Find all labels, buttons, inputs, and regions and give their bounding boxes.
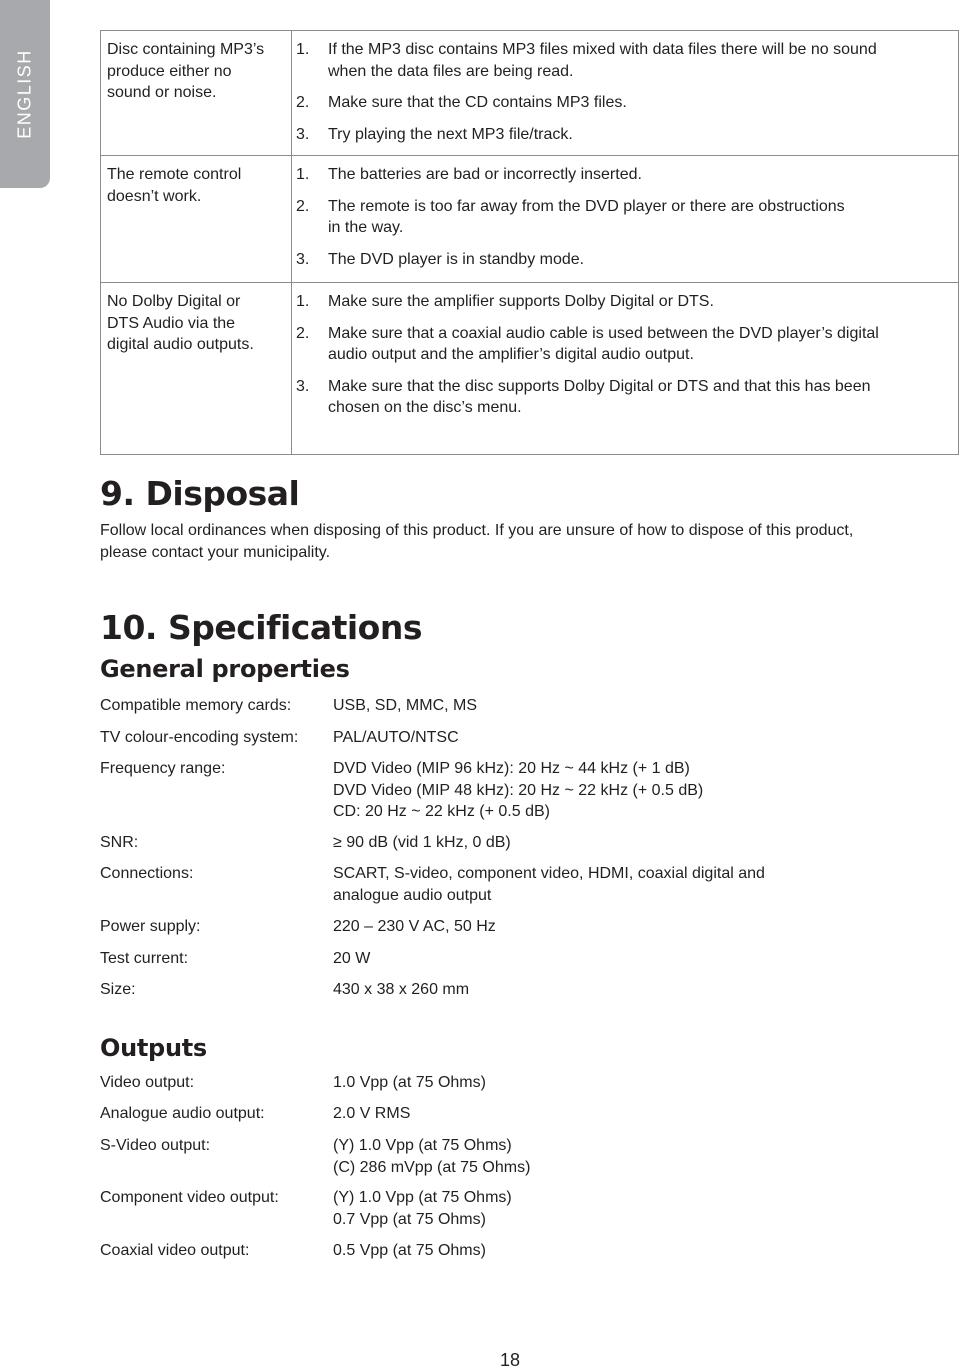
solution-text bbox=[328, 196, 948, 239]
page-number: 18 bbox=[499, 1350, 521, 1370]
solution-number: 1. bbox=[296, 166, 310, 183]
spec-value bbox=[333, 1135, 530, 1178]
spec-value bbox=[333, 948, 370, 970]
spec-label: Component video output: bbox=[100, 1189, 279, 1206]
spec-value-line: 0.7 Vpp (at 75 Ohms) bbox=[333, 1210, 486, 1228]
spec-value-line: analogue audio output bbox=[333, 886, 492, 904]
outputs-heading: Outputs bbox=[100, 1034, 207, 1062]
solution-line: Try playing the next MP3 file/track. bbox=[328, 125, 573, 143]
solution-line: when the data files are being read. bbox=[328, 62, 574, 80]
solution-number: 2. bbox=[296, 324, 310, 342]
table-row bbox=[101, 156, 959, 283]
problem-line: The remote control bbox=[107, 166, 242, 183]
solution-line: Make sure the amplifier supports Dolby Digital or DTS. bbox=[328, 293, 714, 310]
solution-cell bbox=[292, 156, 959, 283]
solution-number: 3. bbox=[296, 250, 310, 268]
spec-value bbox=[333, 916, 496, 938]
spec-value-line: 0.5 Vpp (at 75 Ohms) bbox=[333, 1242, 486, 1259]
solution-line: The remote is too far away from the DVD player or there are obstructions bbox=[328, 197, 845, 215]
solution-cell bbox=[292, 31, 959, 156]
solution-line: If the MP3 disc contains MP3 files mixed with data files there will be no sound bbox=[328, 41, 877, 58]
solution-line: Make sure that a coaxial audio cable is used between the DVD player’s digital bbox=[328, 324, 879, 342]
solution-number: 2. bbox=[296, 94, 310, 111]
solution-line: The DVD player is in standby mode. bbox=[328, 250, 585, 268]
spec-value-line: CD: 20 Hz ~ 22 kHz (+ 0.5 dB) bbox=[333, 803, 550, 820]
problem-line: No Dolby Digital or bbox=[107, 293, 241, 310]
problem-cell bbox=[101, 283, 292, 455]
solution-number: 2. bbox=[296, 197, 310, 215]
language-tab bbox=[0, 0, 50, 188]
problem-cell bbox=[101, 156, 292, 283]
spec-value-line: DVD Video (MIP 96 kHz): 20 Hz ~ 44 kHz (+ 1 dB) bbox=[333, 760, 690, 777]
language-tab-label: ENGLISH bbox=[14, 49, 35, 139]
spec-value-line: 430 x 38 x 260 mm bbox=[333, 981, 470, 998]
spec-value-line: 20 W bbox=[333, 950, 371, 967]
specifications-heading: 10. Specifications bbox=[100, 608, 422, 647]
spec-value-line: 220 – 230 V AC, 50 Hz bbox=[333, 918, 496, 935]
problem-line: DTS Audio via the bbox=[107, 314, 236, 332]
solution-item bbox=[296, 291, 948, 313]
solution-line: in the way. bbox=[328, 219, 404, 236]
spec-value-line: (Y) 1.0 Vpp (at 75 Ohms) bbox=[333, 1137, 512, 1154]
solution-text bbox=[328, 164, 948, 186]
solution-item bbox=[296, 376, 948, 419]
spec-label: TV colour-encoding system: bbox=[100, 729, 299, 746]
solution-text bbox=[328, 323, 948, 366]
spec-label: Analogue audio output: bbox=[100, 1105, 265, 1122]
spec-label: Power supply: bbox=[100, 918, 201, 935]
solution-text bbox=[328, 249, 948, 271]
solution-item bbox=[296, 196, 948, 239]
solution-line: Make sure that the CD contains MP3 files. bbox=[328, 94, 627, 111]
solution-number: 3. bbox=[296, 125, 310, 143]
spec-value bbox=[333, 832, 511, 854]
spec-value-line: 1.0 Vpp (at 75 Ohms) bbox=[333, 1074, 486, 1091]
disposal-heading: 9. Disposal bbox=[100, 474, 300, 513]
spec-label: S-Video output: bbox=[100, 1137, 211, 1154]
solution-text bbox=[328, 92, 948, 114]
solution-text bbox=[328, 291, 948, 313]
solution-item bbox=[296, 249, 948, 271]
troubleshooting-table bbox=[100, 30, 959, 455]
spec-label: Connections: bbox=[100, 865, 194, 882]
solution-line: Make sure that the disc supports Dolby Digital or DTS and that this has been bbox=[328, 377, 871, 395]
problem-line: produce either no bbox=[107, 62, 232, 80]
solution-cell bbox=[292, 283, 959, 455]
spec-value-line: PAL/AUTO/NTSC bbox=[333, 729, 459, 746]
solution-item bbox=[296, 164, 948, 186]
solution-number: 1. bbox=[296, 293, 310, 310]
spec-value bbox=[333, 1187, 512, 1230]
spec-value bbox=[333, 1072, 486, 1094]
solution-item bbox=[296, 39, 948, 82]
spec-value bbox=[333, 727, 459, 749]
problem-cell bbox=[101, 31, 292, 156]
problem-line: digital audio outputs. bbox=[107, 336, 254, 353]
solution-line: The batteries are bad or incorrectly inserted. bbox=[328, 166, 642, 183]
spec-value bbox=[333, 979, 469, 1001]
solution-text bbox=[328, 376, 948, 419]
table-row bbox=[101, 31, 959, 156]
solution-number: 3. bbox=[296, 377, 310, 395]
solution-item bbox=[296, 124, 948, 146]
spec-value-line: 2.0 V RMS bbox=[333, 1105, 411, 1122]
problem-line: doesn’t work. bbox=[107, 187, 202, 205]
solution-text bbox=[328, 124, 948, 146]
disposal-text-line: please contact your municipality. bbox=[100, 543, 331, 561]
spec-value-line: (Y) 1.0 Vpp (at 75 Ohms) bbox=[333, 1189, 512, 1206]
spec-label: SNR: bbox=[100, 834, 139, 851]
spec-value bbox=[333, 758, 703, 823]
disposal-text-line: Follow local ordinances when disposing of this product. If you are unsure of how to dispose of this product, bbox=[100, 522, 854, 539]
problem-line: sound or noise. bbox=[107, 84, 217, 101]
spec-label: Compatible memory cards: bbox=[100, 697, 292, 714]
solution-line: audio output and the amplifier’s digital audio output. bbox=[328, 346, 694, 363]
spec-label: Frequency range: bbox=[100, 760, 226, 777]
spec-value-line: USB, SD, MMC, MS bbox=[333, 697, 478, 714]
solution-item bbox=[296, 323, 948, 366]
solution-text bbox=[328, 39, 948, 82]
solution-line: chosen on the disc’s menu. bbox=[328, 399, 522, 416]
spec-value bbox=[333, 863, 765, 906]
spec-value-line: SCART, S-video, component video, HDMI, coaxial digital and bbox=[333, 865, 765, 882]
spec-value bbox=[333, 695, 477, 717]
spec-label: Test current: bbox=[100, 950, 189, 967]
solution-item bbox=[296, 92, 948, 114]
spec-value-line: ≥ 90 dB (vid 1 kHz, 0 dB) bbox=[333, 834, 511, 851]
solution-number: 1. bbox=[296, 41, 310, 58]
spec-label: Coaxial video output: bbox=[100, 1242, 250, 1259]
problem-line: Disc containing MP3’s bbox=[107, 41, 265, 58]
table-row bbox=[101, 283, 959, 455]
spec-value-line: (C) 286 mVpp (at 75 Ohms) bbox=[333, 1158, 531, 1176]
spec-value bbox=[333, 1240, 486, 1262]
spec-value bbox=[333, 1103, 410, 1125]
spec-label: Video output: bbox=[100, 1074, 195, 1091]
general-properties-heading: General properties bbox=[100, 655, 350, 683]
spec-value-line: DVD Video (MIP 48 kHz): 20 Hz ~ 22 kHz (+ 0.5 dB) bbox=[333, 781, 704, 799]
spec-label: Size: bbox=[100, 981, 136, 998]
disposal-text bbox=[100, 520, 950, 563]
